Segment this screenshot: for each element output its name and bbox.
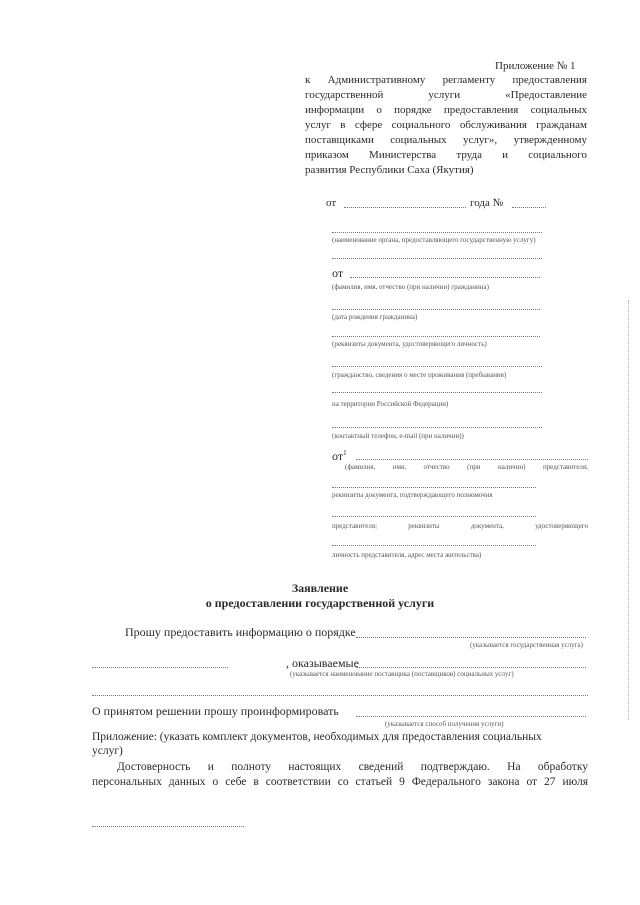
reference-line: государственной услуги «Предоставление	[305, 89, 587, 101]
annex-title: Приложение № 1	[495, 60, 576, 72]
reference-line: приказом Министерства труда и социального	[305, 149, 587, 161]
attachment-line: Приложение: (указать комплект документов, необходимых для предоставления социальных	[92, 731, 542, 743]
authority-hint: (наименование органа, предоставляющего государственную услугу)	[332, 236, 536, 244]
date-field[interactable]	[344, 207, 466, 208]
representative-hint: (фамилия, имя, отчество (при наличии) представителя;	[345, 463, 588, 471]
citizenship-field[interactable]	[332, 366, 542, 367]
authority-field[interactable]	[332, 232, 542, 233]
fio-hint: (фамилия, имя, отчество (при наличии) гражданина)	[332, 283, 489, 291]
phone-field[interactable]	[332, 427, 542, 428]
identity-doc-hint: (реквизиты документа, удостоверяющего личность)	[332, 340, 487, 348]
residence-field[interactable]	[332, 392, 542, 393]
representative-field[interactable]	[356, 459, 588, 460]
provider-field-2[interactable]	[92, 695, 588, 696]
birth-date-field[interactable]	[332, 309, 540, 310]
phone-hint: (контактный телефон, e-mail (при наличии))	[332, 432, 464, 440]
from-label: от	[332, 266, 344, 280]
service-hint: (указывается государственная услуга)	[470, 641, 583, 649]
inform-text: О принятом решении прошу проинформировать	[92, 704, 339, 718]
document-subtitle: о предоставлении государственной услуги	[205, 596, 435, 610]
scan-edge-mark	[628, 300, 629, 720]
representative-field-2[interactable]	[332, 487, 536, 488]
confirmation-line: персональных данных о себе в соответствии со статьей 9 Федерального закона от 27 июля	[92, 776, 588, 788]
representative-doc-hint: представителя; реквизиты документа, удостоверяющего	[332, 522, 588, 530]
reference-line: услуг в сфере социального обслуживания гражданам	[305, 119, 587, 131]
reference-line: поставщиками социальных услуг», утвержденному	[305, 134, 587, 146]
representative-address-hint: личность представителя, адрес места жительства)	[332, 551, 482, 559]
reference-line: информации о порядке предоставления социальных	[305, 104, 587, 116]
representative-field-4[interactable]	[332, 545, 536, 546]
fio-field[interactable]	[350, 277, 540, 278]
confirmation-line: Достоверность и полноту настоящих сведений подтверждаю. На обработку	[117, 761, 588, 773]
authority-field-2[interactable]	[332, 258, 542, 259]
notification-method-field[interactable]	[356, 716, 586, 717]
authority-doc-hint: реквизиты документа, подтверждающего полномочия	[332, 491, 493, 499]
service-field-2[interactable]	[92, 667, 228, 668]
representative-field-3[interactable]	[332, 516, 536, 517]
provided-text: , оказываемые	[286, 656, 359, 670]
reference-line: к Административному регламенту предоставления	[305, 74, 587, 86]
citizenship-hint: (гражданство, сведения о месте проживания (пребывания)	[332, 371, 507, 379]
document-title: Заявление	[291, 581, 349, 595]
from-representative-label: $от^1$	[332, 449, 347, 463]
date-prefix: от	[326, 197, 337, 209]
birth-date-hint: (дата рождения гражданина)	[332, 313, 418, 321]
service-field[interactable]	[356, 637, 586, 638]
provider-field[interactable]	[356, 667, 586, 668]
footnote-separator	[92, 826, 244, 827]
number-field[interactable]	[512, 207, 546, 208]
provider-hint: (указывается наименование поставщика (поставщиков) социальных услуг)	[290, 670, 514, 678]
territory-hint: на территории Российской Федерации)	[332, 400, 449, 408]
reference-line: развития Республики Саха (Якутия)	[305, 164, 474, 176]
attachment-line: услуг)	[92, 745, 123, 757]
method-hint: (указывается способ получения услуги)	[385, 720, 504, 728]
date-mid: года №	[470, 197, 504, 209]
identity-doc-field[interactable]	[332, 336, 540, 337]
request-text: Прошу предоставить информацию о порядке	[125, 625, 356, 639]
